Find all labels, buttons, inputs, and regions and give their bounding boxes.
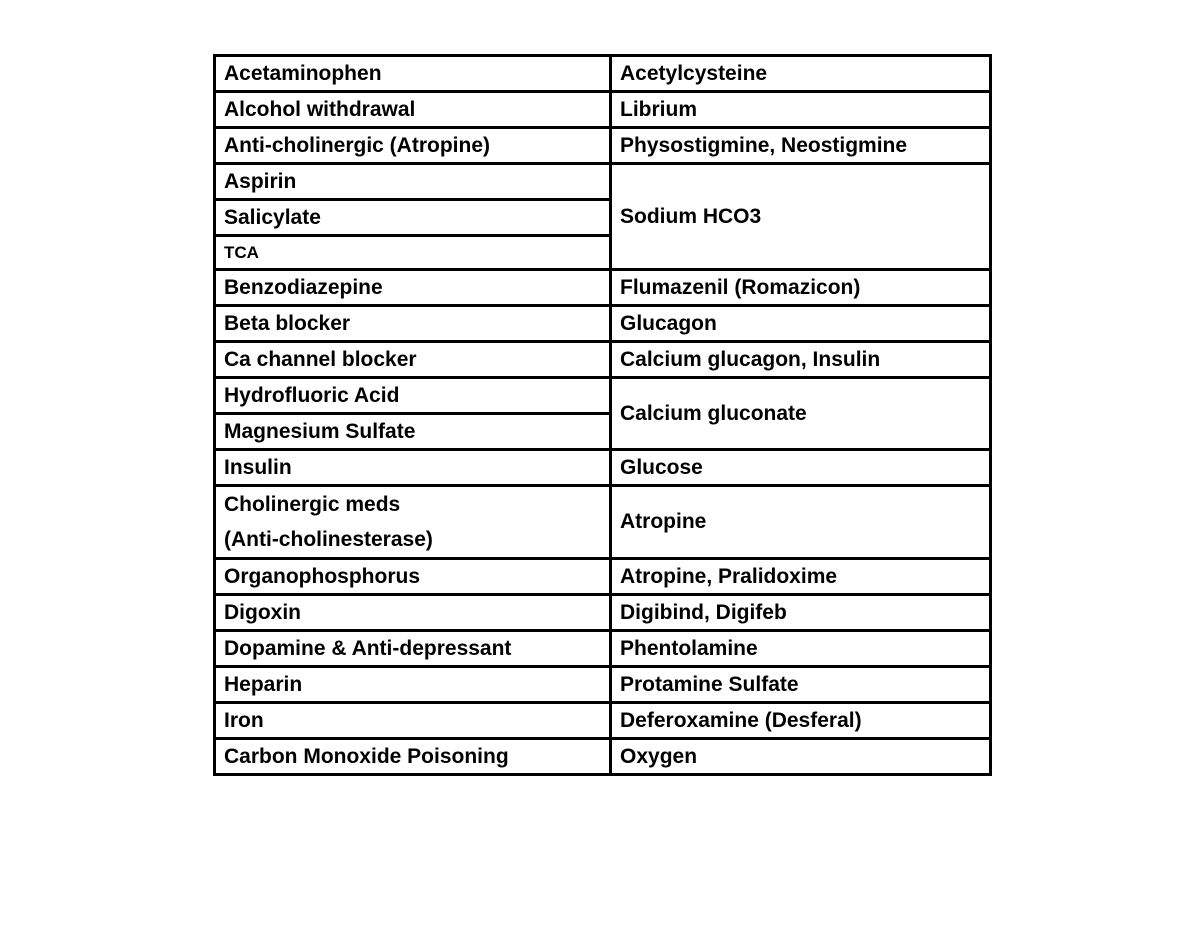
poison-cell: Ca channel blocker (215, 342, 611, 378)
antidote-table (213, 54, 992, 776)
antidote-cell: Deferoxamine (Desferal) (611, 703, 991, 739)
table-row (215, 559, 991, 595)
table-row (215, 739, 991, 775)
poison-cell: Anti-cholinergic (Atropine) (215, 128, 611, 164)
poison-cell: Organophosphorus (215, 559, 611, 595)
poison-cell: Insulin (215, 450, 611, 486)
antidote-cell: Atropine (611, 486, 991, 559)
antidote-cell: Oxygen (611, 739, 991, 775)
antidote-cell: Phentolamine (611, 631, 991, 667)
table-row (215, 595, 991, 631)
table-row (215, 306, 991, 342)
poison-cell: Dopamine & Anti-depressant (215, 631, 611, 667)
antidote-cell: Digibind, Digifeb (611, 595, 991, 631)
table-row (215, 56, 991, 92)
table-row (215, 342, 991, 378)
table-row (215, 378, 991, 414)
antidote-cell: Glucagon (611, 306, 991, 342)
table-row (215, 270, 991, 306)
table-row (215, 92, 991, 128)
table-row (215, 667, 991, 703)
poison-cell: TCA (215, 236, 611, 270)
poison-cell: Digoxin (215, 595, 611, 631)
poison-cell: Salicylate (215, 200, 611, 236)
poison-cell: Carbon Monoxide Poisoning (215, 739, 611, 775)
antidote-cell: Atropine, Pralidoxime (611, 559, 991, 595)
antidote-cell: Physostigmine, Neostigmine (611, 128, 991, 164)
antidote-cell: Flumazenil (Romazicon) (611, 270, 991, 306)
antidote-cell: Glucose (611, 450, 991, 486)
poison-cell: Aspirin (215, 164, 611, 200)
antidote-cell: Acetylcysteine (611, 56, 991, 92)
poison-cell: Hydrofluoric Acid (215, 378, 611, 414)
table-row (215, 486, 991, 559)
table-row (215, 128, 991, 164)
table-row (215, 703, 991, 739)
poison-cell: Acetaminophen (215, 56, 611, 92)
poison-cell: Iron (215, 703, 611, 739)
antidote-cell: Calcium glucagon, Insulin (611, 342, 991, 378)
poison-cell: Beta blocker (215, 306, 611, 342)
poison-cell: Benzodiazepine (215, 270, 611, 306)
poison-line: (Anti-cholinesterase) (224, 528, 433, 551)
poison-cell: Heparin (215, 667, 611, 703)
table-row (215, 450, 991, 486)
antidote-cell: Protamine Sulfate (611, 667, 991, 703)
poison-line: Cholinergic meds (224, 493, 401, 516)
table-row (215, 631, 991, 667)
antidote-cell: Sodium HCO3 (611, 164, 991, 270)
poison-cell: Alcohol withdrawal (215, 92, 611, 128)
poison-cell (215, 486, 611, 559)
antidote-cell: Calcium gluconate (611, 378, 991, 450)
poison-cell: Magnesium Sulfate (215, 414, 611, 450)
antidote-cell: Librium (611, 92, 991, 128)
table-row (215, 164, 991, 200)
